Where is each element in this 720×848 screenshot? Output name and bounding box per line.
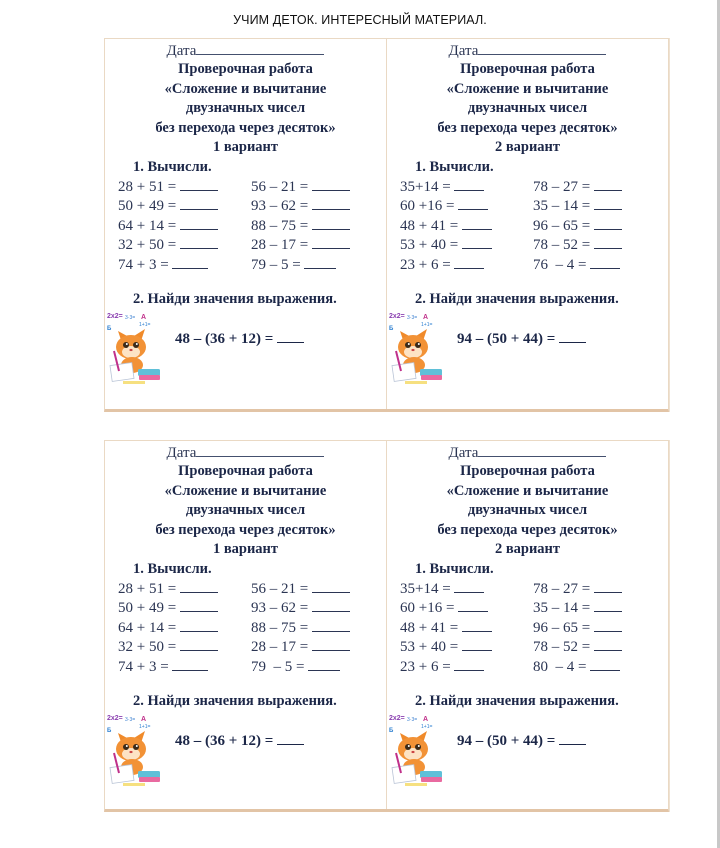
test-subtitle: «Сложение и вычитание: [164, 80, 327, 97]
equation-text: 48 + 41 =: [400, 619, 462, 636]
test-title: Проверочная работа: [178, 61, 313, 77]
cat-art-text: A: [423, 314, 429, 321]
equation: [251, 197, 381, 217]
equation-text: 28 + 51 =: [118, 580, 180, 597]
worksheet-row-top: [104, 38, 669, 412]
equation: [118, 256, 251, 276]
answer-blank[interactable]: [304, 256, 336, 269]
answer-blank[interactable]: [312, 599, 350, 612]
equation-text: 79 – 5 =: [251, 658, 309, 675]
equation: [533, 658, 663, 678]
equations-grid: [387, 580, 668, 678]
page-header: УЧИМ ДЕТОК. ИНТЕРЕСНЫЙ МАТЕРИАЛ.: [233, 13, 487, 27]
task2-title: 2. Найди значения выражения.: [133, 291, 337, 307]
test-title: Проверочная работа: [460, 61, 595, 77]
equation-text: 78 – 52 =: [533, 237, 594, 253]
equation: [400, 658, 533, 678]
task2-title: 2. Найди значения выражения.: [133, 693, 337, 709]
equation: [118, 236, 251, 256]
answer-blank[interactable]: [458, 197, 488, 210]
equation-text: 96 – 65 =: [533, 217, 594, 234]
equation-text: 28 – 17 =: [251, 639, 312, 655]
answer-blank[interactable]: [312, 638, 350, 651]
equation-text: 56 – 21 =: [251, 580, 312, 597]
equation: [533, 599, 663, 619]
test-card: [105, 39, 386, 409]
test-title: Проверочная работа: [460, 463, 595, 479]
equation: [118, 580, 251, 600]
task2-title: 2. Найди значения выражения.: [415, 291, 619, 307]
equation: [251, 580, 381, 600]
answer-blank[interactable]: [594, 217, 622, 230]
equation-text: 60 +16 =: [400, 198, 459, 214]
cat-art-text: 1+1=: [421, 322, 433, 328]
equation: [533, 256, 663, 276]
equation: [251, 256, 381, 276]
date-field[interactable]: [105, 41, 386, 60]
answer-blank[interactable]: [454, 178, 484, 191]
cat-art-text: 1+1=: [421, 724, 433, 730]
equation-text: 35 – 14 =: [533, 600, 594, 616]
cat-art-text: 3·3=: [407, 717, 418, 723]
equation: [251, 619, 381, 639]
equation: [118, 599, 251, 619]
cat-with-books-icon: [105, 309, 167, 389]
equation-text: 64 + 14 =: [118, 619, 180, 636]
equation: [400, 638, 533, 658]
worksheet-row-bottom: [104, 440, 669, 812]
answer-blank[interactable]: [454, 658, 484, 671]
answer-blank[interactable]: [180, 638, 218, 651]
answer-blank[interactable]: [454, 580, 484, 593]
cat-art-text: 2x2=: [107, 715, 123, 722]
cat-with-books-icon: [387, 309, 449, 389]
answer-blank[interactable]: [308, 658, 340, 671]
answer-blank[interactable]: [559, 732, 586, 745]
equation: [400, 197, 533, 217]
answer-blank[interactable]: [594, 580, 622, 593]
equation-text: 50 + 49 =: [118, 600, 180, 616]
equation-text: 32 + 50 =: [118, 639, 180, 655]
answer-blank[interactable]: [594, 599, 622, 612]
test-subtitle: без перехода через десяток»: [155, 119, 336, 136]
test-subtitle: двузначных чисел: [185, 100, 306, 116]
equation: [118, 619, 251, 639]
answer-blank[interactable]: [559, 330, 586, 343]
equation-text: 35+14 =: [400, 178, 455, 195]
answer-blank[interactable]: [180, 619, 218, 632]
equation: [251, 658, 381, 678]
answer-blank[interactable]: [590, 256, 620, 269]
equation-text: 96 – 65 =: [533, 619, 594, 636]
cat-art-text: A: [423, 716, 429, 723]
equation-text: 28 – 17 =: [251, 237, 312, 253]
expression: [457, 732, 586, 750]
cat-art-text: A: [141, 716, 147, 723]
cat-art-text: 1+1=: [139, 724, 151, 730]
answer-blank[interactable]: [594, 178, 622, 191]
cat-art-text: 3·3=: [125, 717, 136, 723]
answer-blank[interactable]: [180, 236, 218, 249]
equation-text: 60 +16 =: [400, 600, 459, 616]
date-label: Дата: [448, 445, 479, 461]
answer-blank[interactable]: [312, 619, 350, 632]
equation: [251, 217, 381, 237]
equation-text: 56 – 21 =: [251, 178, 312, 195]
equation-text: 28 + 51 =: [118, 178, 180, 195]
equation: [400, 580, 533, 600]
test-subtitle: двузначных чисел: [467, 100, 588, 116]
equation-text: 23 + 6 =: [400, 256, 455, 273]
cat-art-text: 3·3=: [125, 315, 136, 321]
answer-blank[interactable]: [462, 236, 492, 249]
equation: [400, 236, 533, 256]
task2-section: [105, 291, 386, 308]
task1-title: 1. Вычисли.: [133, 560, 212, 577]
test-card: [105, 441, 386, 809]
answer-blank[interactable]: [180, 197, 218, 210]
cat-art-text: Б: [389, 326, 394, 332]
equation-text: 88 – 75 =: [251, 619, 312, 636]
date-field[interactable]: [387, 443, 668, 462]
expression-text: 48 – (36 + 12) =: [175, 733, 278, 749]
test-card: [386, 441, 668, 809]
equations-grid: [387, 178, 668, 276]
task2-section: [387, 291, 668, 308]
equation: [251, 638, 381, 658]
equation-text: 78 – 52 =: [533, 639, 594, 655]
answer-blank[interactable]: [590, 658, 620, 671]
answer-blank[interactable]: [312, 217, 350, 230]
equations-grid: [105, 580, 386, 678]
date-field[interactable]: [105, 443, 386, 462]
cat-art-text: Б: [107, 326, 112, 332]
cat-art-text: 3·3=: [407, 315, 418, 321]
equation-text: 93 – 62 =: [251, 600, 312, 616]
variant-label: 2 вариант: [494, 139, 561, 155]
date-blank[interactable]: [478, 443, 606, 457]
equation-text: 48 + 41 =: [400, 217, 462, 234]
answer-blank[interactable]: [180, 580, 218, 593]
equation: [533, 217, 663, 237]
equation: [533, 197, 663, 217]
equation-text: 32 + 50 =: [118, 237, 180, 253]
equation: [533, 638, 663, 658]
cat-art-text: 1+1=: [139, 322, 151, 328]
equation-text: 88 – 75 =: [251, 217, 312, 234]
expression-text: 94 – (50 + 44) =: [457, 733, 560, 749]
task2-section: [387, 693, 668, 710]
cat-art-text: 2x2=: [107, 313, 123, 320]
equation: [251, 236, 381, 256]
equation-text: 74 + 3 =: [118, 256, 173, 273]
equation-text: 80 – 4 =: [533, 658, 591, 675]
variant-label: 2 вариант: [494, 541, 561, 557]
equation-text: 79 – 5 =: [251, 256, 305, 273]
cat-art-text: 2x2=: [389, 715, 405, 722]
test-subtitle: «Сложение и вычитание: [446, 482, 609, 499]
answer-blank[interactable]: [180, 217, 218, 230]
test-subtitle: без перехода через десяток»: [155, 521, 336, 538]
equation-text: 76 – 4 =: [533, 256, 591, 273]
cat-with-books-icon: [387, 711, 449, 791]
cat-art-text: A: [141, 314, 147, 321]
answer-blank[interactable]: [180, 599, 218, 612]
equation-text: 78 – 27 =: [533, 580, 594, 597]
equation: [118, 217, 251, 237]
equation: [400, 256, 533, 276]
task2-section: [105, 693, 386, 710]
equation: [400, 599, 533, 619]
cat-with-books-icon: [105, 711, 167, 791]
equation: [400, 217, 533, 237]
answer-blank[interactable]: [312, 197, 350, 210]
task1-title: 1. Вычисли.: [415, 158, 494, 175]
answer-blank[interactable]: [594, 197, 622, 210]
equation-text: 50 + 49 =: [118, 198, 180, 214]
test-subtitle: двузначных чисел: [185, 502, 306, 518]
equation: [118, 197, 251, 217]
answer-blank[interactable]: [594, 638, 622, 651]
equation: [533, 236, 663, 256]
equation: [533, 178, 663, 198]
equation-text: 23 + 6 =: [400, 658, 455, 675]
answer-blank[interactable]: [277, 732, 304, 745]
expression-text: 48 – (36 + 12) =: [175, 331, 278, 347]
equations-grid: [105, 178, 386, 276]
equation-text: 74 + 3 =: [118, 658, 173, 675]
task1-title: 1. Вычисли.: [133, 158, 212, 175]
equation-text: 93 – 62 =: [251, 198, 312, 214]
equation: [251, 599, 381, 619]
answer-blank[interactable]: [462, 217, 492, 230]
answer-blank[interactable]: [594, 619, 622, 632]
date-label: Дата: [448, 43, 479, 59]
equation: [400, 619, 533, 639]
equation: [400, 178, 533, 198]
test-subtitle: «Сложение и вычитание: [164, 482, 327, 499]
equation-text: 64 + 14 =: [118, 217, 180, 234]
answer-blank[interactable]: [454, 256, 484, 269]
test-subtitle: двузначных чисел: [467, 502, 588, 518]
expression-text: 94 – (50 + 44) =: [457, 331, 560, 347]
expression: [175, 330, 304, 348]
equation: [533, 580, 663, 600]
answer-blank[interactable]: [312, 580, 350, 593]
answer-blank[interactable]: [312, 178, 350, 191]
date-field[interactable]: [387, 41, 668, 60]
task1-title: 1. Вычисли.: [415, 560, 494, 577]
equation: [533, 619, 663, 639]
cat-art-text: 2x2=: [389, 313, 405, 320]
date-blank[interactable]: [196, 41, 324, 55]
equation-text: 35+14 =: [400, 580, 455, 597]
date-blank[interactable]: [196, 443, 324, 457]
test-card: [386, 39, 668, 409]
answer-blank[interactable]: [277, 330, 304, 343]
date-label: Дата: [166, 43, 197, 59]
date-blank[interactable]: [478, 41, 606, 55]
date-label: Дата: [166, 445, 197, 461]
answer-blank[interactable]: [458, 599, 488, 612]
expression: [175, 732, 304, 750]
equation-text: 53 + 40 =: [400, 237, 462, 253]
test-subtitle: без перехода через десяток»: [437, 119, 618, 136]
test-subtitle: без перехода через десяток»: [437, 521, 618, 538]
test-subtitle: «Сложение и вычитание: [446, 80, 609, 97]
equation-text: 53 + 40 =: [400, 639, 462, 655]
equation: [118, 658, 251, 678]
answer-blank[interactable]: [594, 236, 622, 249]
cat-art-text: Б: [107, 728, 112, 734]
equation: [251, 178, 381, 198]
answer-blank[interactable]: [180, 178, 218, 191]
equation-text: 78 – 27 =: [533, 178, 594, 195]
variant-label: 1 вариант: [212, 541, 279, 557]
answer-blank[interactable]: [172, 658, 208, 671]
expression: [457, 330, 586, 348]
task2-title: 2. Найди значения выражения.: [415, 693, 619, 709]
test-title: Проверочная работа: [178, 463, 313, 479]
equation: [118, 178, 251, 198]
answer-blank[interactable]: [462, 638, 492, 651]
equation: [118, 638, 251, 658]
cat-art-text: Б: [389, 728, 394, 734]
equation-text: 35 – 14 =: [533, 198, 594, 214]
answer-blank[interactable]: [172, 256, 208, 269]
answer-blank[interactable]: [462, 619, 492, 632]
answer-blank[interactable]: [312, 236, 350, 249]
variant-label: 1 вариант: [212, 139, 279, 155]
